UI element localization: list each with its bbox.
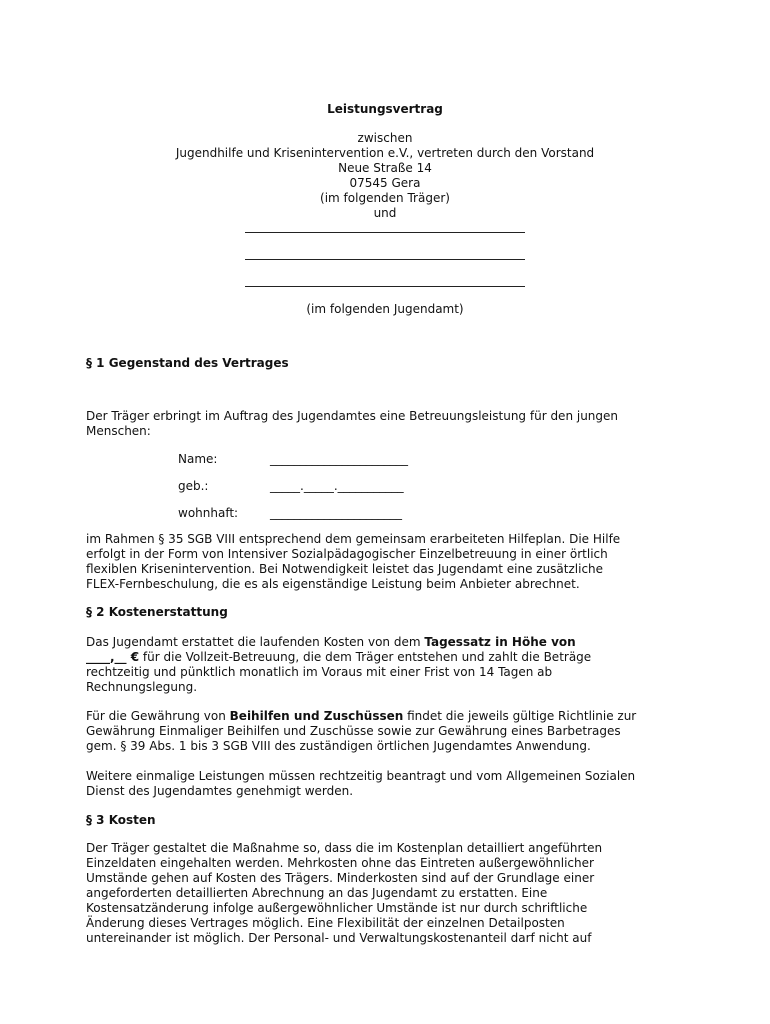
section-3-body-line: Änderung dieses Vertrages möglich. Eine Flexibilität der einzelnen Detailposten: [86, 916, 565, 930]
section-2-p1-line: rechtzeitig und pünktlich monatlich im Voraus mit einer Frist von 14 Tagen ab: [86, 665, 553, 679]
section-3-body-line: Einzeldaten eingehalten werden. Mehrkosten ohne das Eintreten außergewöhnlicher: [86, 856, 594, 870]
section-1-body-line: flexiblen Krisenintervention. Bei Notwendigkeit leistet das Jugendamt eine zusätzliche: [86, 562, 604, 576]
party1-alias: (im folgenden Träger): [320, 191, 450, 205]
section-1-body-line: im Rahmen § 35 SGB VIII entsprechend dem gemeinsam erarbeiteten Hilfeplan. Die Hilfe: [86, 532, 621, 546]
text-run: Das Jugendamt erstattet die laufenden Kosten von dem: [86, 635, 425, 649]
section-2-p1-line: [86, 650, 686, 665]
section-2-p2-line: gem. § 39 Abs. 1 bis 3 SGB VIII des zuständigen örtlichen Jugendamtes Anwendung.: [86, 739, 591, 753]
party1-name: Jugendhilfe und Krisenintervention e.V., vertreten durch den Vorstand: [175, 146, 595, 160]
section-3-body-line: angeforderten detaillierten Abrechnung an das Jugendamt zu erstatten. Eine: [86, 886, 548, 900]
text-run: findet die jeweils gültige Richtlinie zur: [403, 709, 637, 723]
party2-blank-line-1: [245, 232, 525, 233]
document-title: Leistungsvertrag: [327, 102, 443, 116]
daily-rate-label: Tagessatz in Höhe von: [424, 635, 576, 649]
field-name-label: Name:: [178, 452, 218, 466]
and-text: und: [373, 206, 397, 220]
text-run: für die Vollzeit-Betreuung, die dem Träger entstehen und zahlt die Beträge: [139, 650, 592, 664]
text-run: Für die Gewährung von: [86, 709, 230, 723]
section-2-p3-line: Weitere einmalige Leistungen müssen rechtzeitig beantragt und vom Allgemeinen Sozialen: [86, 769, 636, 783]
section-1-heading: § 1 Gegenstand des Vertrages: [86, 356, 289, 370]
party2-blank-line-3: [245, 286, 525, 287]
section-2-p2-line: Gewährung Einmaliger Beihilfen und Zuschüsse sowie zur Gewährung eines Barbetrages: [86, 724, 621, 738]
section-2-p2-line: [86, 709, 686, 724]
section-1-body: [86, 532, 686, 592]
between-text: zwischen: [357, 131, 413, 145]
section-2-heading: § 2 Kostenerstattung: [86, 605, 228, 619]
daily-rate-blank: ____,__ €: [86, 650, 140, 664]
party2-alias: (im folgenden Jugendamt): [306, 302, 464, 316]
section-2-p1-line: [86, 635, 686, 650]
section-2-paragraph-1: [86, 635, 686, 695]
section-2-p3-line: Dienst des Jugendamtes genehmigt werden.: [86, 784, 354, 798]
section-3-body-line: untereinander ist möglich. Der Personal- und Verwaltungskostenanteil darf nicht auf: [86, 931, 592, 945]
section-1-body-line: erfolgt in der Form von Intensiver Sozialpädagogischer Einzelbetreuung in einer örtlich: [86, 547, 608, 561]
section-3-body: [86, 841, 686, 946]
party1-street: Neue Straße 14: [338, 161, 432, 175]
section-2-p1-line: Rechnungslegung.: [86, 680, 198, 694]
section-1-intro: [86, 409, 686, 439]
field-residence-value: ______________________: [270, 506, 402, 520]
section-1-body-line: FLEX-Fernbeschulung, die es als eigenständige Leistung beim Anbieter abrechnet.: [86, 577, 580, 591]
section-1-intro-line: Der Träger erbringt im Auftrag des Jugendamtes eine Betreuungsleistung für den jungen: [86, 409, 619, 423]
field-residence-label: wohnhaft:: [178, 506, 239, 520]
section-3-body-line: Kostensatzänderung infolge außergewöhnlicher Umstände ist nur durch schriftliche: [86, 901, 588, 915]
section-2-paragraph-2: [86, 709, 686, 754]
section-1-intro-line: Menschen:: [86, 424, 151, 438]
field-name-value: _______________________: [270, 452, 408, 466]
party2-blank-line-2: [245, 259, 525, 260]
grants-label: Beihilfen und Zuschüssen: [229, 709, 404, 723]
section-3-body-line: Umstände gehen auf Kosten des Trägers. Minderkosten sind auf der Grundlage einer: [86, 871, 595, 885]
party1-city: 07545 Gera: [349, 176, 421, 190]
section-2-paragraph-3: [86, 769, 686, 799]
field-birth-label: geb.:: [178, 479, 209, 493]
section-3-body-line: Der Träger gestaltet die Maßnahme so, dass die im Kostenplan detailliert angeführten: [86, 841, 603, 855]
section-3-heading: § 3 Kosten: [86, 813, 156, 827]
field-birth-value: _____._____.___________: [270, 479, 404, 493]
